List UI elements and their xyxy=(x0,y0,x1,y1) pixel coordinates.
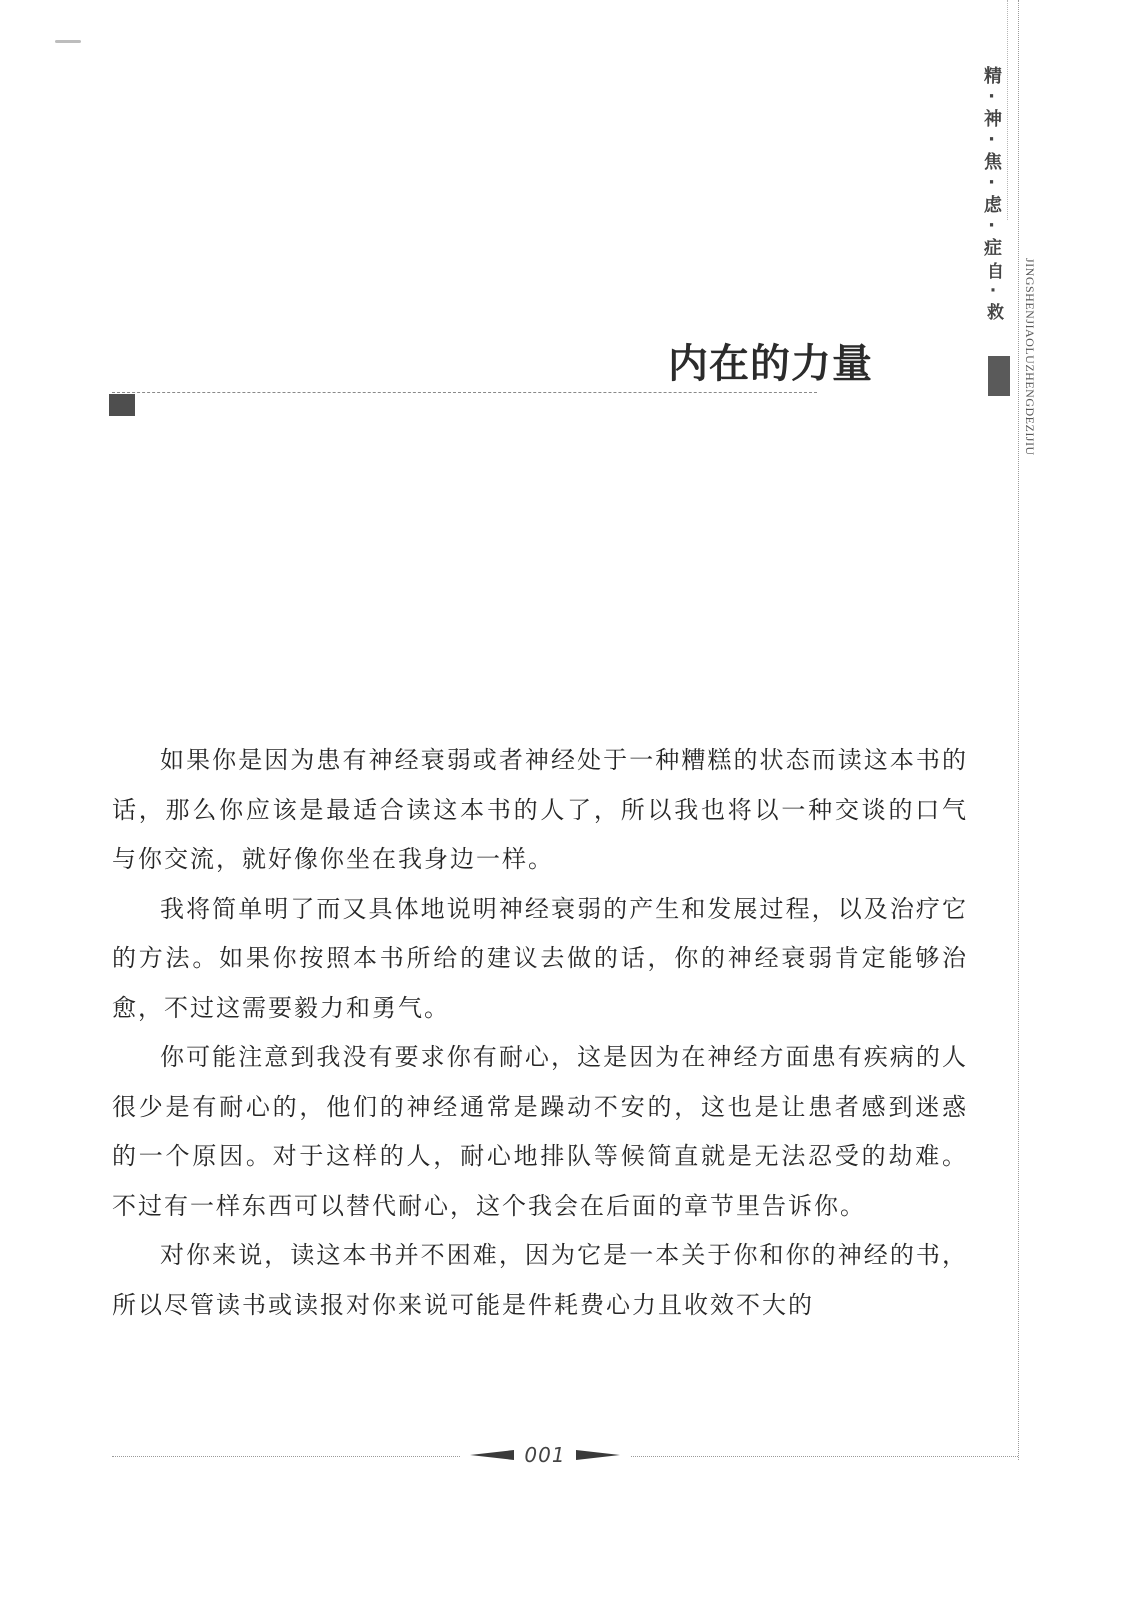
running-head-subtitle: 自·救 xyxy=(983,262,1003,322)
arrow-right-icon xyxy=(576,1450,620,1460)
chapter-title: 内在的力量 xyxy=(668,341,873,387)
paragraph: 对你来说，读这本书并不困难，因为它是一本关于你和你的神经的书，所以尽管读书或读报对你来说可能是件耗费心力且收效不大的 xyxy=(112,1241,968,1319)
paragraph: 我将简单明了而又具体地说明神经衰弱的产生和发展过程，以及治疗它的方法。如果你按照本书所给的建议去做的话，你的神经衰弱肯定能够治愈，不过这需要毅力和勇气。 xyxy=(112,894,968,1022)
running-head-title: 精·神·焦·虑·症 xyxy=(981,66,1002,258)
scan-mark xyxy=(55,40,81,43)
paragraph: 你可能注意到我没有要求你有耐心，这是因为在神经方面患有疾病的人很少是有耐心的，他们的神经通常是躁动不安的，这也是让患者感到迷惑的一个原因。对于这样的人，耐心地排队等候简直就是无法忍受的劫难。不过有一样东西可以替代耐心，这个我会在后面的章节里告诉你。 xyxy=(112,1043,968,1220)
page-number-block xyxy=(460,1440,630,1470)
heading-square-marker xyxy=(109,394,135,416)
running-head-pinyin: JINGSHENJIAOLUZHENGDEZIJIU xyxy=(1023,258,1037,456)
body-text xyxy=(112,736,968,1330)
margin-divider-upper xyxy=(1007,0,1008,220)
page-number: 001 xyxy=(524,1443,566,1467)
thumb-tab-marker xyxy=(988,356,1010,396)
margin-divider xyxy=(1018,0,1019,1460)
heading-rule xyxy=(112,392,817,393)
arrow-left-icon xyxy=(470,1450,514,1460)
paragraph: 如果你是因为患有神经衰弱或者神经处于一种糟糕的状态而读这本书的话，那么你应该是最适合读这本书的人了，所以我也将以一种交谈的口气与你交流，就好像你坐在我身边一样。 xyxy=(112,746,968,873)
